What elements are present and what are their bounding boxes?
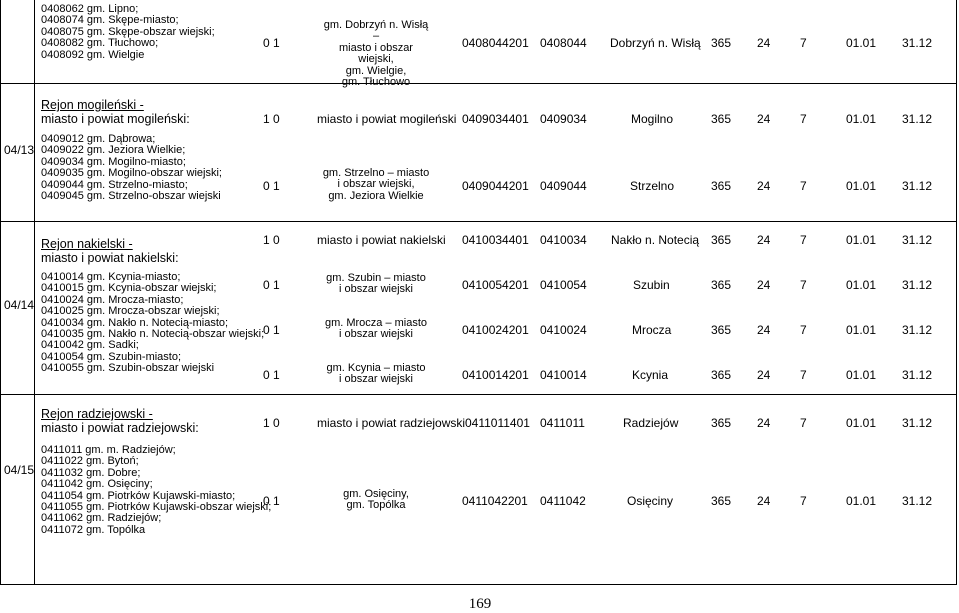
coverage-area: miasto i powiat nakielski [317, 233, 446, 247]
valid-to: 31.12 [902, 278, 933, 292]
days-value: 365 [711, 416, 732, 430]
valid-from: 01.01 [846, 179, 877, 193]
district-code: 0410034 [540, 233, 587, 247]
municipality-list: 0411011 gm. m. Radziejów; 0411022 gm. Bytoń; 0411032 gm. Dobre; 0411042 gm. Osięciny; 0411054 gm. Piotrków Kujawski-miasto; 0411055 gm. Piotrków Kujawski-obszar wiejski; 0411062 gm. Radziejów; 0411072 gm. Topólka [41, 444, 272, 536]
section-id: 04/14 [4, 298, 35, 312]
coverage-area: gm. Dobrzyń n. Wisłą – miasto i obszar wiejski, gm. Wielgie, gm. Tłuchowo [323, 19, 429, 89]
valid-from: 01.01 [846, 36, 877, 50]
municipality-list: 0409012 gm. Dąbrowa; 0409022 gm. Jeziora Wielkie; 0409034 gm. Mogilno-miasto; 0409035 gm. Mogilno-obszar wiejski; 0409044 gm. Strzelno-miasto; 0409045 gm. Strzelno-obszar wiejski [41, 133, 222, 203]
locality: Dobrzyń n. Wisłą [610, 36, 701, 50]
region-subtitle: miasto i powiat radziejowski: [41, 421, 199, 435]
valid-to: 31.12 [902, 233, 933, 247]
locality: Mrocza [632, 323, 672, 337]
days-value: 365 [711, 233, 732, 247]
valid-to: 31.12 [902, 494, 933, 508]
week-value: 7 [800, 416, 807, 430]
flags: 0 1 [263, 368, 280, 382]
region-title: Rejon mogileński - [41, 98, 144, 112]
region-title: Rejon radziejowski - [41, 407, 153, 421]
hours-value: 24 [757, 179, 771, 193]
coverage-area: miasto i powiat mogileński [317, 112, 457, 126]
valid-to: 31.12 [902, 368, 933, 382]
coverage-area: miasto i powiat radziejowski [317, 416, 466, 430]
territorial-code: 0410054201 [462, 278, 529, 292]
hours-value: 24 [757, 416, 771, 430]
valid-to: 31.12 [902, 36, 933, 50]
section-id: 04/13 [4, 143, 35, 157]
days-value: 365 [711, 368, 732, 382]
week-value: 7 [800, 233, 807, 247]
valid-to: 31.12 [902, 112, 933, 126]
locality: Kcynia [632, 368, 669, 382]
district-code: 0409044 [540, 179, 587, 193]
coverage-area: gm. Szubin – miasto i obszar wiejski [326, 272, 426, 296]
row-divider [0, 394, 957, 395]
district-code: 0410014 [540, 368, 587, 382]
territorial-code: 0409044201 [462, 179, 529, 193]
row-divider [0, 83, 957, 84]
coverage-area: gm. Osięciny, gm. Topólka [343, 488, 409, 512]
valid-from: 01.01 [846, 233, 877, 247]
hours-value: 24 [757, 112, 771, 126]
district-code: 0410054 [540, 278, 587, 292]
days-value: 365 [711, 179, 732, 193]
flags: 0 1 [263, 36, 280, 50]
section-id: 04/15 [4, 463, 35, 477]
territorial-code: 0410014201 [462, 368, 529, 382]
hours-value: 24 [757, 368, 771, 382]
locality: Mogilno [631, 112, 674, 126]
region-title: Rejon nakielski - [41, 237, 133, 251]
territorial-code: 0410034401 [462, 233, 529, 247]
region-subtitle: miasto i powiat mogileński: [41, 112, 190, 126]
district-code: 0410024 [540, 323, 587, 337]
valid-to: 31.12 [902, 416, 933, 430]
days-value: 365 [711, 278, 732, 292]
week-value: 7 [800, 323, 807, 337]
hours-value: 24 [757, 323, 771, 337]
locality: Osięciny [627, 494, 674, 508]
hours-value: 24 [757, 233, 771, 247]
flags: 1 0 [263, 112, 280, 126]
flags: 0 1 [263, 278, 280, 292]
valid-from: 01.01 [846, 494, 877, 508]
flags: 0 1 [263, 323, 280, 337]
territorial-code: 0410024201 [462, 323, 529, 337]
week-value: 7 [800, 494, 807, 508]
column-divider [34, 0, 35, 585]
days-value: 365 [711, 112, 732, 126]
hours-value: 24 [757, 278, 771, 292]
week-value: 7 [800, 112, 807, 126]
district-code: 0411011 [540, 416, 585, 430]
district-code: 0408044 [540, 36, 587, 50]
flags: 0 1 [263, 494, 280, 508]
page-number: 169 [468, 596, 492, 612]
district-code: 0409034 [540, 112, 587, 126]
locality: Strzelno [630, 179, 675, 193]
coverage-area: gm. Kcynia – miasto i obszar wiejski [326, 362, 426, 386]
week-value: 7 [800, 368, 807, 382]
valid-from: 01.01 [846, 368, 877, 382]
locality: Szubin [633, 278, 670, 292]
hours-value: 24 [757, 36, 771, 50]
row-divider [0, 221, 957, 222]
flags: 1 0 [263, 416, 280, 430]
week-value: 7 [800, 179, 807, 193]
locality: Nakło n. Notecią [611, 233, 700, 247]
week-value: 7 [800, 36, 807, 50]
valid-to: 31.12 [902, 179, 933, 193]
coverage-area: gm. Strzelno – miasto i obszar wiejski, gm. Jeziora Wielkie [322, 167, 430, 202]
municipality-list: 0408062 gm. Lipno; 0408074 gm. Skępe-miasto; 0408075 gm. Skępe-obszar wiejski; 0408082 gm. Tłuchowo; 0408092 gm. Wielgie [41, 3, 215, 61]
valid-from: 01.01 [846, 112, 877, 126]
coverage-area: gm. Mrocza – miasto i obszar wiejski [324, 317, 428, 341]
row-divider [0, 584, 957, 585]
days-value: 365 [711, 323, 732, 337]
valid-to: 31.12 [902, 323, 933, 337]
week-value: 7 [800, 278, 807, 292]
valid-from: 01.01 [846, 323, 877, 337]
territorial-code: 0411011401 [465, 416, 530, 430]
flags: 1 0 [263, 233, 280, 247]
territorial-code: 0411042201 [462, 494, 528, 508]
table-border-right [956, 0, 957, 585]
valid-from: 01.01 [846, 278, 877, 292]
flags: 0 1 [263, 179, 280, 193]
days-value: 365 [711, 36, 732, 50]
days-value: 365 [711, 494, 732, 508]
hours-value: 24 [757, 494, 771, 508]
municipality-list: 0410014 gm. Kcynia-miasto; 0410015 gm. Kcynia-obszar wiejski; 0410024 gm. Mrocza-miasto; 0410025 gm. Mrocza-obszar wiejski; 0410034 gm. Nakło n. Notecią-miasto; 0410035 gm. Nakło n. Notecią-obszar wiejski; 0410042 gm. Sadki; 0410054 gm. Szubin-miasto; 0410055 gm. Szubin-obszar wiejski [41, 271, 265, 375]
district-code: 0411042 [540, 494, 586, 508]
valid-from: 01.01 [846, 416, 877, 430]
territorial-code: 0409034401 [462, 112, 529, 126]
territorial-code: 0408044201 [462, 36, 529, 50]
locality: Radziejów [623, 416, 679, 430]
table-border-left [0, 0, 1, 585]
region-subtitle: miasto i powiat nakielski: [41, 251, 179, 265]
